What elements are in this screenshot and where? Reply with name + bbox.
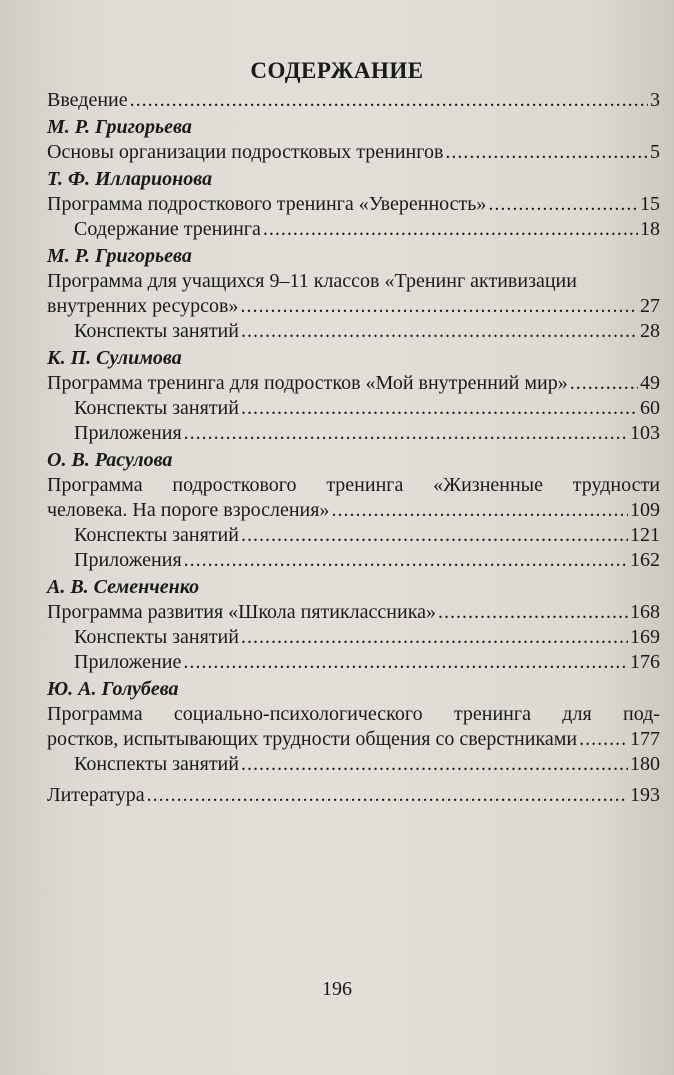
toc-subentry: [47, 523, 660, 548]
section-author: М. Р. Григорьева: [47, 116, 192, 138]
toc-subentry: [47, 319, 660, 344]
toc-entry-title: Приложения: [74, 549, 182, 571]
toc-subentry: [47, 548, 660, 573]
title-word: социально-психологического: [173, 703, 423, 725]
toc-subentry: [47, 396, 660, 421]
toc-entry-page: 18: [640, 218, 660, 240]
dot-leader: [241, 319, 638, 344]
title-word: Программа: [47, 703, 143, 725]
toc-entry-title: Введение: [47, 89, 128, 111]
toc-entry-title: Конспекты занятий: [74, 397, 239, 419]
dot-leader: [438, 600, 628, 625]
toc-entry-title: Программа развития «Школа пятиклассника»: [47, 601, 436, 623]
toc-subentry: [47, 650, 660, 675]
toc-entry-page: 3: [650, 89, 660, 111]
toc-entry-title-line: Программа для учащихся 9–11 классов «Тренинг активизации: [47, 270, 577, 292]
toc-entry-title: Конспекты занятий: [74, 753, 239, 775]
title-word: для: [562, 703, 592, 725]
toc-entry: [47, 783, 660, 808]
toc-entry-page: 180: [630, 753, 660, 775]
title-word: трудности: [572, 474, 660, 496]
dot-leader: [579, 727, 628, 752]
toc-entry: [47, 498, 660, 523]
toc-entry-page: 176: [630, 651, 660, 673]
dot-leader: [263, 217, 638, 242]
toc-entry-title: Программа тренинга для подростков «Мой внутренний мир»: [47, 372, 568, 394]
toc-entry: [47, 600, 660, 625]
toc-entry-title: Конспекты занятий: [74, 524, 239, 546]
toc-entry: [47, 371, 660, 396]
toc-entry-page: 109: [630, 499, 660, 521]
title-word: Программа: [47, 474, 143, 496]
section-author: Т. Ф. Илларионова: [47, 168, 213, 190]
table-of-contents: [47, 88, 660, 808]
section-author: К. П. Сулимова: [47, 347, 182, 369]
dot-leader: [241, 752, 628, 777]
toc-entry-page: 27: [640, 295, 660, 317]
toc-entry-page: 121: [630, 524, 660, 546]
section-author: О. В. Расулова: [47, 449, 173, 471]
dot-leader: [240, 294, 638, 319]
toc-entry-page: 168: [630, 601, 660, 623]
dot-leader: [241, 396, 638, 421]
toc-entry-page: 177: [630, 728, 660, 750]
toc-entry-title: ростков, испытывающих трудности общения со сверстниками: [47, 728, 578, 750]
toc-subentry: [47, 421, 660, 446]
dot-leader: [147, 783, 628, 808]
toc-entry: [47, 192, 660, 217]
toc-entry-title: Литература: [47, 784, 145, 806]
toc-entry-title-line: [47, 473, 660, 498]
toc-entry: [47, 140, 660, 165]
title-word: тренинга: [326, 474, 404, 496]
dot-leader: [183, 650, 628, 675]
toc-entry-title: Программа подросткового тренинга «Уверенность»: [47, 193, 487, 215]
title-word: подросткового: [172, 474, 297, 496]
section-author: Ю. А. Голубева: [47, 678, 179, 700]
section-author: М. Р. Григорьева: [47, 245, 192, 267]
toc-entry-title: Приложение: [74, 651, 182, 673]
toc-entry-page: 103: [630, 422, 660, 444]
toc-entry: [47, 727, 660, 752]
title-word: тренинга: [453, 703, 531, 725]
toc-entry-title: внутренних ресурсов»: [47, 295, 239, 317]
toc-entry-title: Содержание тренинга: [74, 218, 261, 240]
toc-subentry: [47, 752, 660, 777]
toc-entry-page: 193: [630, 784, 660, 806]
dot-leader: [130, 88, 648, 113]
dot-leader: [570, 371, 638, 396]
dot-leader: [445, 140, 648, 165]
toc-entry-title: Приложения: [74, 422, 182, 444]
toc-entry-title: человека. На пороге взросления»: [47, 499, 330, 521]
toc-entry: [47, 294, 660, 319]
toc-entry-page: 162: [630, 549, 660, 571]
toc-entry-page: 15: [640, 193, 660, 215]
toc-subentry: [47, 625, 660, 650]
toc-entry-page: 28: [640, 320, 660, 342]
dot-leader: [241, 625, 628, 650]
toc-entry: [47, 88, 660, 113]
dot-leader: [184, 548, 628, 573]
dot-leader: [488, 192, 638, 217]
page-title: СОДЕРЖАНИЕ: [250, 58, 424, 83]
title-word: под-: [622, 703, 660, 725]
page-number: 196: [322, 978, 352, 1000]
toc-entry-page: 5: [650, 141, 660, 163]
toc-entry-title: Конспекты занятий: [74, 320, 239, 342]
toc-subentry: [47, 217, 660, 242]
toc-entry-title: Основы организации подростковых тренингов: [47, 141, 444, 163]
dot-leader: [241, 523, 628, 548]
toc-entry-page: 60: [640, 397, 660, 419]
toc-entry-title-line: [47, 702, 660, 727]
title-word: «Жизненные: [433, 474, 543, 496]
toc-entry-page: 49: [640, 372, 660, 394]
dot-leader: [184, 421, 628, 446]
dot-leader: [331, 498, 628, 523]
toc-entry-page: 169: [630, 626, 660, 648]
toc-entry-title: Конспекты занятий: [74, 626, 239, 648]
section-author: А. В. Семенченко: [47, 576, 200, 598]
